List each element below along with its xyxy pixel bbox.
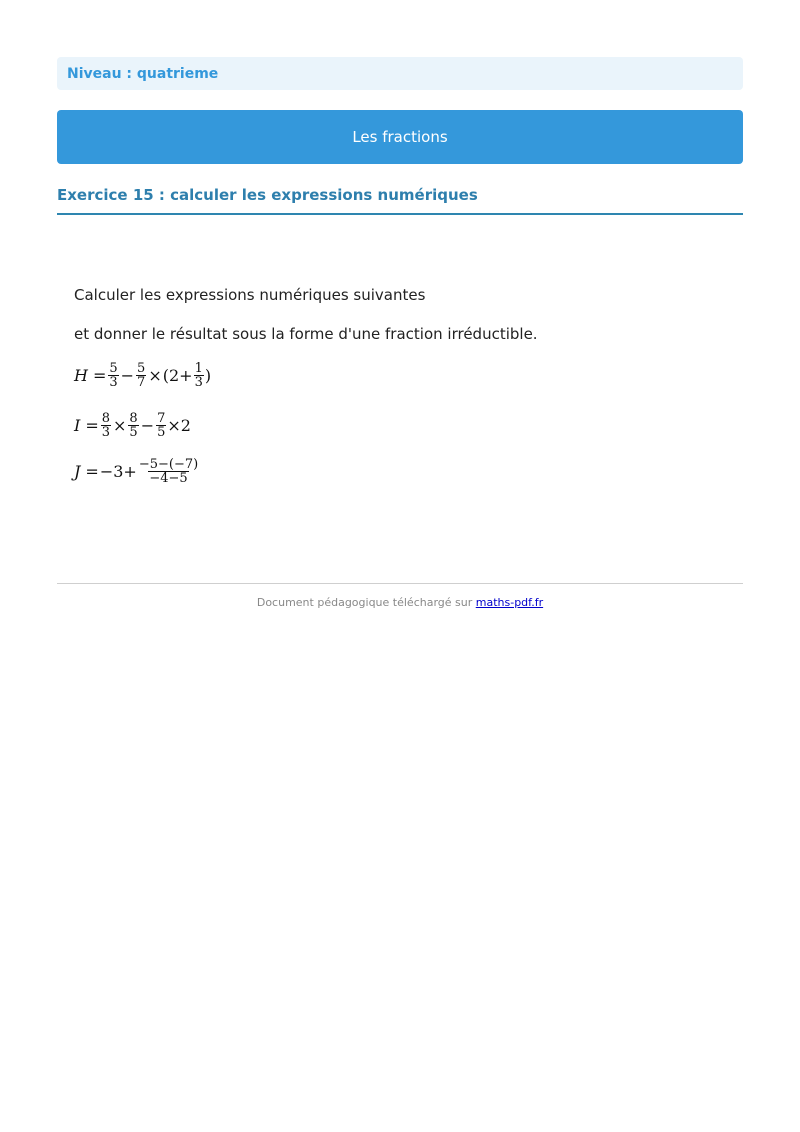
numerator: 8 <box>101 411 111 426</box>
numerator: 5 <box>137 361 146 376</box>
numerator: 8 <box>129 411 138 426</box>
denominator: 3 <box>101 425 111 440</box>
denominator: 5 <box>129 425 138 440</box>
fraction <box>156 412 166 439</box>
denominator: −4−5 <box>149 471 188 486</box>
times-sign: × <box>148 366 162 385</box>
level-label: Niveau : quatrieme <box>67 65 219 82</box>
fraction <box>194 362 204 389</box>
minus-sign: − <box>140 416 155 435</box>
fraction <box>128 412 138 439</box>
fraction <box>101 412 111 439</box>
fraction <box>108 362 118 389</box>
footer-divider <box>57 583 743 584</box>
fraction <box>136 362 146 389</box>
variable-i: I <box>74 416 81 435</box>
open-paren-term: (2+ <box>162 366 193 385</box>
numerator: 5 <box>109 361 118 376</box>
expression-i <box>74 412 191 439</box>
denominator: 7 <box>137 375 146 390</box>
level-bar <box>57 57 743 90</box>
expression-h <box>74 362 211 389</box>
footer-text: Document pédagogique téléchargé sur <box>256 596 476 609</box>
footer-link[interactable]: maths-pdf.fr <box>475 596 544 609</box>
numerator: −5−(−7) <box>138 457 199 472</box>
numerator: 1 <box>194 361 203 376</box>
instruction-line-1: Calculer les expressions numériques suivantes <box>74 286 426 304</box>
instruction-line-2: et donner le résultat sous la forme d'une fraction irréductible. <box>74 325 538 343</box>
lead-term: −3+ <box>99 462 137 481</box>
minus-sign: − <box>120 366 135 385</box>
expression-j <box>74 458 200 485</box>
equals-sign: = <box>85 416 99 435</box>
times-sign: × <box>113 416 127 435</box>
denominator: 3 <box>194 375 203 390</box>
equals-sign: = <box>85 462 99 481</box>
exercise-title: Exercice 15 : calculer les expressions numériques <box>57 185 743 215</box>
numerator: 7 <box>157 411 166 426</box>
close-paren: ) <box>204 366 212 385</box>
topic-banner <box>57 110 743 164</box>
exercise-content <box>57 268 743 518</box>
topic-title: Les fractions <box>352 128 448 146</box>
footer <box>57 596 743 609</box>
variable-j: J <box>74 462 81 481</box>
denominator: 3 <box>109 375 118 390</box>
tail-term: ×2 <box>167 416 191 435</box>
fraction <box>138 458 199 485</box>
denominator: 5 <box>157 425 166 440</box>
variable-h: H <box>74 366 88 385</box>
equals-sign: = <box>92 366 107 385</box>
